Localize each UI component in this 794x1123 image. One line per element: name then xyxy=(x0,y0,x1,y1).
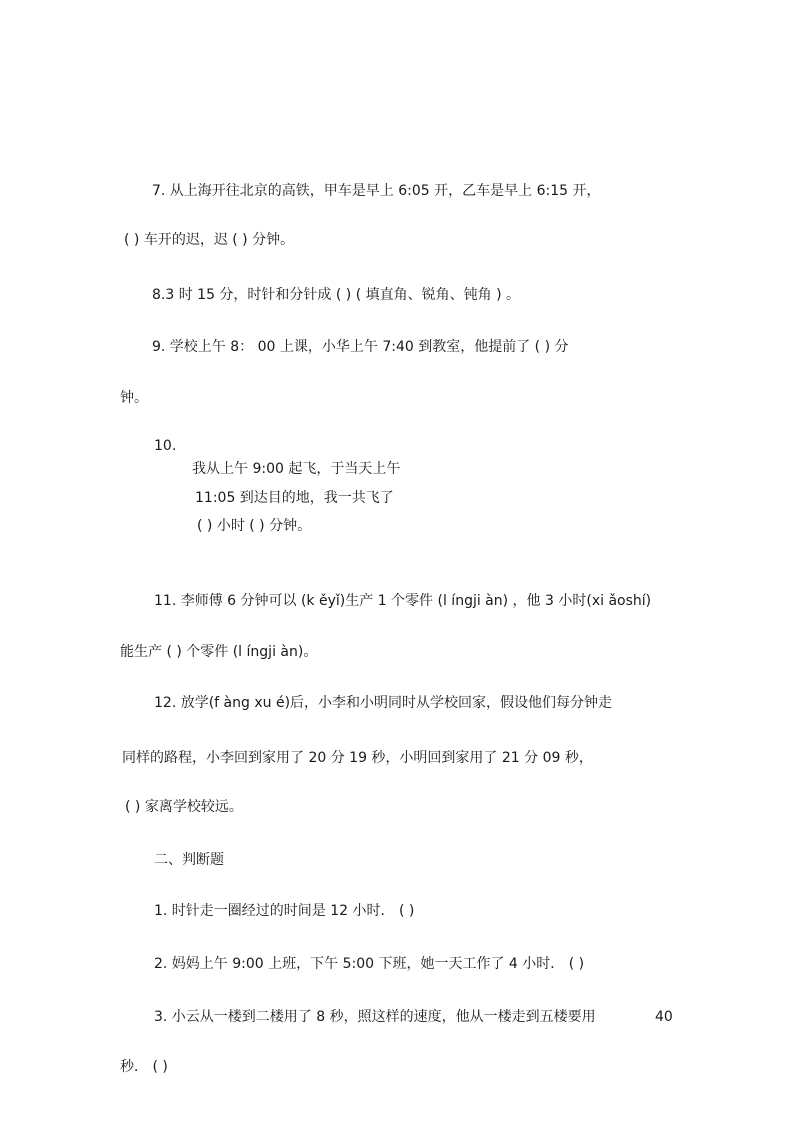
q11-line-2: 能生产 ( ) 个零件 (l íngji àn)。 xyxy=(120,644,318,660)
q11-line-1: 11. 李师傅 6 分钟可以 (k ěyǐ)生产 1 个零件 (l íngji àn) ，他 3 小时(xi ǎoshí) xyxy=(154,593,652,609)
q10-number: 10. xyxy=(154,438,177,454)
q7-line-2: ( ) 车开的迟，迟 ( ) 分钟。 xyxy=(124,232,295,248)
q10-line-2: 11:05 到达目的地，我一共飞了 xyxy=(195,490,394,506)
q8-line: 8.3 时 15 分，时针和分针成 ( ) ( 填直角、锐角、钝角 ) 。 xyxy=(152,287,520,303)
judge-2: 2. 妈妈上午 9:00 上班，下午 5:00 下班，她一天工作了 4 小时． ( ) xyxy=(154,956,585,972)
q12-line-3: ( ) 家离学校较远。 xyxy=(125,799,243,815)
section-2-title: 二、判断题 xyxy=(154,852,224,868)
judge-1: 1. 时针走一圈经过的时间是 12 小时． ( ) xyxy=(154,903,415,919)
q10-line-1: 我从上午 9:00 起飞，于当天上午 xyxy=(192,461,401,477)
q9-line-2: 钟。 xyxy=(120,390,148,406)
judge-3-number: 40 xyxy=(655,1009,673,1025)
q9-line-1: 9. 学校上午 8： 00 上课，小华上午 7:40 到教室，他提前了 ( ) 分 xyxy=(152,339,569,355)
judge-3-line-2: 秒． ( ) xyxy=(120,1059,168,1075)
q7-line-1: 7. 从上海开往北京的高铁，甲车是早上 6:05 开，乙车是早上 6:15 开， xyxy=(152,183,601,199)
q10-line-3: ( ) 小时 ( ) 分钟。 xyxy=(197,518,312,534)
q12-line-2: 同样的路程，小李回到家用了 20 分 19 秒，小明回到家用了 21 分 09 秒， xyxy=(122,750,593,766)
q12-line-1: 12. 放学(f àng xu é)后，小李和小明同时从学校回家，假设他们每分钟走 xyxy=(154,695,613,711)
judge-3-line-1: 3. 小云从一楼到二楼用了 8 秒，照这样的速度，他从一楼走到五楼要用 xyxy=(154,1009,596,1025)
